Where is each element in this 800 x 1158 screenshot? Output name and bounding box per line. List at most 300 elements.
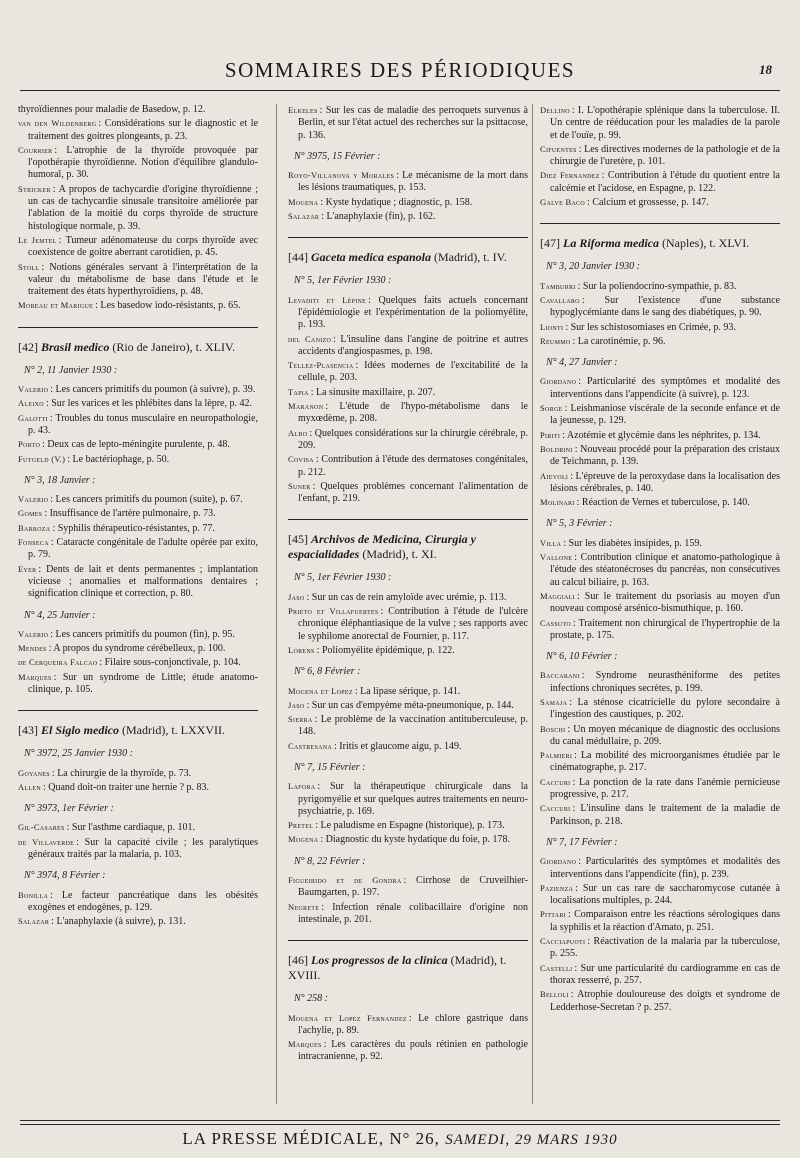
article-title: : L'insuline dans le traitement de la maladie de Parkinson, p. 218. [550, 803, 780, 827]
article-entry [18, 563, 258, 601]
article-entry [18, 412, 258, 438]
article-title: : Sur la capacité civile ; les paralytiques généraux traités par la malaria, p. 103. [28, 836, 258, 861]
article-title: : Cataracte congénitale de l'adulte opérée par exito, p. 79. [28, 537, 258, 561]
article-author: Negrete [288, 901, 320, 912]
journal-place: (Madrid), t. IV. [433, 250, 507, 265]
article-author: Gil-Casares [18, 822, 65, 833]
article-entry [540, 104, 780, 142]
article-title: : Contribution à l'étude de l'ulcère chronique éléphantiasique de la vulve ; ses rapports avec le syphilome anorectal de Fournier, p. 117. [298, 606, 528, 642]
article-title: : Le bactériophage, p. 50. [67, 453, 170, 465]
article-entry [18, 821, 258, 834]
article-entry [288, 294, 528, 332]
page-footer [20, 1120, 780, 1151]
article-title: : Les cancers primitifs du poumon (suite), p. 67. [50, 494, 243, 506]
journal-number: [46] [288, 953, 308, 968]
article-entry [18, 656, 258, 669]
issue-heading: N° 3972, 25 Janvier 1930 : [24, 748, 133, 760]
article-title: : Nouveau procédé pour la préparation des cristaux de Teichmann, p. 139. [550, 443, 780, 468]
article-entry [540, 143, 780, 169]
footer-publication: LA PRESSE MÉDICALE, N° 26, [182, 1129, 440, 1148]
article-entry [540, 375, 780, 401]
article-author: Diez Fernandez [540, 170, 600, 181]
article-entry [18, 836, 258, 862]
article-author: Lafora [288, 781, 316, 792]
issue-heading: N° 5, 1er Février 1930 : [294, 275, 392, 287]
article-author: Levaditi et Lépine [288, 294, 367, 305]
article-author: Pretel [288, 820, 314, 831]
journal-title [288, 532, 528, 562]
article-author: Molinari [540, 497, 575, 508]
article-title: : Sur la poliendocrino-sympathie, p. 83. [577, 280, 737, 292]
article-author: Caccuri [540, 776, 571, 787]
article-author: Tamburri [540, 280, 576, 291]
section-separator [18, 710, 258, 711]
issue-heading: N° 2, 11 Janvier 1930 : [24, 364, 118, 376]
article-title: : Iritis et glaucome aigu, p. 149. [334, 740, 462, 752]
article-author: Goyanes [18, 767, 50, 778]
article-title: : Atrophie douloureuse des doigts et syndrome de Ledderhose-Secretan ? p. 257. [550, 989, 780, 1013]
article-entry [18, 781, 258, 794]
article-author: Mogena [288, 196, 319, 207]
article-title: : Sur un syndrome de Little; étude anatomo-clinique, p. 105. [28, 671, 258, 695]
article-title: : L'épreuve de la peroxydase dans la localisation des lésions cérébrales, p. 140. [550, 470, 780, 494]
article-title: : Réactivation de la malaria par la tuberculose, p. 255. [550, 936, 780, 960]
article-entry [288, 104, 528, 142]
article-entry [540, 908, 780, 934]
section-separator [288, 237, 528, 238]
article-entry [288, 819, 528, 832]
article-author: Villa [540, 537, 562, 548]
article-author: Valerio [18, 628, 49, 639]
article-author: Galve Baco [540, 197, 586, 208]
article-title: : Sur les schistosomiases en Crimée, p. 93. [565, 321, 736, 333]
article-entry [540, 723, 780, 749]
article-title: : Filaire sous-conjonctivale, p. 104. [99, 657, 241, 669]
article-title: : Leishmaniose viscérale de la seconde enfance et de la jeunesse, p. 129. [550, 403, 780, 427]
article-entry [288, 591, 528, 604]
article-title: : Le mécanisme de la mort dans les lésions traumatiques, p. 153. [298, 170, 528, 194]
journal-place: (Madrid), t. LXXVII. [122, 723, 225, 738]
article-author: Maranon [288, 401, 324, 412]
article-entry [288, 740, 528, 753]
journal-name: Archivos de Medicina, Cirurgia y espacialidades [288, 532, 477, 562]
article-title: : Sur les varices et les phlébites dans la lèpre, p. 42. [45, 398, 252, 410]
section-separator [18, 327, 258, 328]
article-title: : La sténose cicatricielle du pylore secondaire à l'ingestion des caustiques, p. 202. [550, 696, 780, 721]
article-entry [18, 536, 258, 562]
article-entry [288, 901, 528, 927]
article-entry [18, 642, 258, 655]
article-author: Giordano [540, 376, 577, 387]
column-3 [540, 104, 780, 1015]
article-title: : Dents de lait et dents permanentes ; implantation vicieuse ; anomalies et malformations dentaires ; signification clinique et correction, p. 80. [28, 563, 258, 600]
article-title: : L'anaphylaxie (à suivre), p. 131. [51, 916, 186, 928]
article-entry [18, 183, 258, 233]
article-entry [540, 537, 780, 550]
article-author: Mendes [18, 643, 47, 654]
journal-title [288, 953, 528, 983]
article-entry [540, 551, 780, 589]
article-title: thyroïdiennes pour maladie de Basedow, p. 12. [18, 104, 206, 115]
article-author: Figueirido et de Gondra [288, 875, 402, 886]
article-entry [540, 669, 780, 695]
article-entry [18, 299, 258, 312]
issue-heading: N° 8, 22 Février : [294, 855, 366, 867]
article-author: Sorge [540, 403, 563, 414]
issue-heading: N° 3974, 8 Février : [24, 870, 106, 882]
article-title: : L'insuline dans l'angine de poitrine et autres accidents d'angiospasmes, p. 198. [298, 333, 528, 357]
issue-heading: N° 7, 15 Février : [294, 761, 366, 773]
article-entry [288, 359, 528, 385]
article-author: van den Wildenberg [18, 118, 97, 129]
article-author: de Villaverde [18, 836, 75, 847]
article-author: Baccarani [540, 670, 580, 681]
journal-name: Los progressos de la clinica [311, 953, 448, 968]
column-2 [288, 104, 528, 1065]
article-author: Giordano [540, 856, 577, 867]
footer-date: SAMEDI, 29 MARS 1930 [445, 1132, 618, 1148]
article-entry [540, 988, 780, 1014]
article-entry [540, 294, 780, 320]
issue-heading: N° 3, 20 Janvier 1930 : [546, 261, 640, 273]
article-author: Salazar [18, 916, 50, 927]
article-title: : Syndrome neurasthéniforme des petites infections chroniques secrètes, p. 199. [550, 670, 780, 694]
article-author: Mogena et Lopez [288, 685, 353, 696]
article-title: : Deux cas de lepto-méningite purulente, p. 48. [42, 439, 230, 451]
page-number: 18 [759, 62, 772, 77]
article-entry [540, 590, 780, 616]
columns-container [18, 104, 782, 1114]
article-author: Galotti [18, 412, 48, 423]
article-entry [18, 144, 258, 182]
article-title: : Contribution à l'étude du quotient entre la calcémie et l'acidose, en Espagne, p. 122. [550, 170, 780, 194]
article-author: Samaja [540, 696, 568, 707]
article-author: Lionti [540, 321, 564, 332]
article-author: Gomes [18, 508, 43, 519]
article-author: Tapia [288, 386, 309, 397]
article-entry [540, 429, 780, 442]
article-author: Mogena et Lopez Fernandez [288, 1012, 407, 1023]
article-entry [540, 802, 780, 828]
article-entry [18, 117, 258, 143]
article-title: : La chirurgie de la thyroïde, p. 73. [51, 767, 192, 779]
article-title: : Insuffisance de l'artère pulmonaire, p. 73. [44, 508, 216, 520]
article-author: Maggiali [540, 590, 575, 601]
section-separator [288, 940, 528, 941]
article-entry [288, 713, 528, 739]
article-author: Pittari [540, 909, 567, 920]
article-title: : Le chlore gastrique dans l'achylie, p. 89. [298, 1012, 528, 1036]
article-entry [540, 496, 780, 509]
article-title: : Sur l'asthme cardiaque, p. 101. [66, 822, 196, 834]
article-title: : Le paludisme en Espagne (historique), p. 173. [315, 820, 505, 832]
article-title: : Sur le traitement du psoriasis au moyen d'un nouveau composé arsénico-bismuthique, p. 160. [550, 590, 780, 615]
article-entry [288, 605, 528, 643]
article-author: Marques [288, 1039, 322, 1050]
journal-name: La Riforma medica [563, 236, 659, 251]
article-title: : Particularité des symptômes et modalité des interventions dans l'appendicite (à suivre), p. 123. [550, 376, 780, 400]
article-title: : La mobilité des microorganismes étudiée par le cinématographe, p. 217. [550, 750, 780, 774]
article-title: : Sur un cas rare de saccharomycose cutanée à localisations multiples, p. 244. [550, 882, 780, 907]
article-entry [288, 480, 528, 506]
article-title: : Sur un cas de rein amyloïde avec urémie, p. 113. [306, 591, 507, 603]
article-title: : Particularités des symptômes et modalités des interventions dans l'appendicite (fin), p. 239. [550, 856, 780, 880]
article-title: : Contribution à l'étude des dermatoses congénitales, p. 212. [298, 454, 528, 478]
article-author: Cassuto [540, 617, 571, 628]
article-title: : Quelques faits actuels concernant l'épidémiologie et l'expérimentation de la poliomyélite, p. 193. [298, 294, 529, 331]
article-entry [540, 749, 780, 775]
article-entry [288, 833, 528, 846]
article-author: Prieto et Villafuertes [288, 606, 379, 617]
journal-title [18, 340, 258, 355]
article-title: : L'atrophie de la thyroïde provoquée par l'opothérapie thyroïdienne. Notion d'équilibre glandulo-humoral, p. 30. [28, 144, 258, 181]
article-entry [540, 402, 780, 428]
article-author: Cifuentes [540, 143, 577, 154]
article-entry [540, 443, 780, 469]
article-title: : Sur l'existence d'une substance hypoglycémiante dans le sang des diabétiques, p. 90. [550, 294, 780, 319]
article-author: Aievoli [540, 470, 569, 481]
article-author: Futgeld (V.) [18, 453, 66, 464]
column-1 [18, 104, 258, 930]
issue-heading: N° 5, 1er Février 1930 : [294, 572, 392, 584]
article-entry [540, 617, 780, 643]
journal-place: (Madrid), t. XVIII. [288, 953, 507, 983]
article-author: del Canizo [288, 333, 332, 344]
article-entry [540, 321, 780, 334]
article-author: Caccuri [540, 803, 571, 814]
article-author: Bonilla [18, 889, 49, 900]
article-entry [288, 699, 528, 712]
page-header [20, 50, 780, 91]
article-author: Moreau et Marigue [18, 300, 94, 311]
article-entry [540, 882, 780, 908]
article-entry [540, 696, 780, 722]
article-title: : Azotémie et glycémie dans les néphrites, p. 134. [562, 429, 761, 441]
article-entry [540, 776, 780, 802]
article-entry [288, 453, 528, 479]
article-author: Lorens [288, 644, 315, 655]
article-title: : Sur les cas de maladie des perroquets survenus à Berlin, et sur l'état actuel des recherches sur la psittacose, p. 136. [298, 105, 528, 141]
journal-place: (Madrid), t. XI. [362, 547, 437, 562]
article-author: Valerio [18, 494, 49, 505]
article-author: Belloli [540, 989, 569, 1000]
section-separator [540, 223, 780, 224]
article-title: : Le problème de la vaccination antituberculeuse, p. 148. [298, 714, 528, 738]
article-entry [540, 962, 780, 988]
journal-name: El Siglo medico [41, 723, 119, 738]
column-divider [532, 104, 533, 1104]
article-author: Valerio [18, 384, 49, 395]
article-entry [288, 333, 528, 359]
article-entry [18, 453, 258, 466]
article-title: : Réaction de Vernes et tuberculose, p. 140. [576, 497, 750, 509]
article-author: de Cerqueira Falcao [18, 657, 98, 668]
article-title: : A propos du syndrome cérébelleux, p. 100. [48, 643, 226, 655]
issue-heading: N° 6, 8 Février : [294, 666, 361, 678]
article-entry [18, 493, 258, 506]
article-author: Reummo [540, 335, 571, 346]
article-title: : Cirrhose de Cruveilhier-Baumgarten, p. 197. [298, 875, 528, 899]
article-title: : Sur la thérapeutique chirurgicale dans la pyrigomyélie et sur quelques autres traitements en neuro-psychiatrie, p. 169. [298, 781, 528, 817]
article-entry [18, 261, 258, 299]
article-author: Porto [18, 439, 41, 450]
article-entry [18, 507, 258, 520]
article-entry [288, 400, 528, 426]
article-entry [540, 280, 780, 293]
article-title: : Quand doit-on traiter une hernie ? p. 83. [42, 781, 210, 793]
article-author: Albo [288, 427, 308, 438]
article-author: Cavallaro [540, 294, 580, 305]
journal-number: [42] [18, 339, 38, 354]
article-title: : Les caractères du pouls rétinien en pathologie intracranienne, p. 92. [298, 1039, 528, 1063]
article-author: Eyer [18, 563, 37, 574]
article-title: : I. L'opothérapie splénique dans la tuberculose. II. Un centre de rééducation pour les maladies de la parole et de l'ouïe, p. 99. [550, 105, 780, 141]
issue-heading: N° 3973, 1er Février : [24, 803, 114, 815]
article-author: Stoll [18, 261, 40, 272]
article-author: Elkeles [288, 105, 318, 115]
article-entry [288, 210, 528, 223]
article-author: Dellino [540, 105, 570, 115]
footer-line [20, 1129, 780, 1149]
journal-number: [44] [288, 250, 308, 265]
article-entry [18, 671, 258, 697]
article-entry [288, 386, 528, 399]
article-author: Piriti [540, 429, 561, 440]
article-entry [540, 196, 780, 209]
article-title: : Syphilis thérapeutico-résistantes, p. 77. [52, 522, 215, 534]
article-title: : La ponction de la rate dans l'anémie pernicieuse progressive, p. 217. [550, 776, 780, 801]
section-separator [288, 519, 528, 520]
article-title: : Les basedow iodo-résistants, p. 65. [95, 300, 241, 312]
article-author: Sierra [288, 714, 313, 725]
article-author: Jaso [288, 591, 305, 602]
page-title: SOMMAIRES DES PÉRIODIQUES [224, 58, 576, 82]
article-title: : Kyste hydatique ; diagnostic, p. 158. [320, 196, 473, 208]
issue-heading: N° 3975, 15 Février : [294, 150, 381, 162]
article-title: : Idées modernes de l'excitabilité de la cellule, p. 203. [298, 360, 528, 384]
article-entry [540, 935, 780, 961]
article-author: Covisa [288, 454, 314, 465]
article-title: : Diagnostic du kyste hydatique du foie, p. 178. [320, 834, 511, 846]
article-entry [18, 397, 258, 410]
article-entry [540, 335, 780, 348]
journal-title [540, 236, 780, 251]
article-entry [288, 1012, 528, 1038]
article-title: : Sur les diabètes insipides, p. 159. [563, 537, 702, 549]
article-author: Pazienza [540, 882, 574, 893]
article-title: : Les cancers primitifs du poumon (fin), p. 95. [50, 628, 235, 640]
journal-number: [45] [288, 532, 308, 547]
article-title: : Contribution clinique et anatomo-pathologique à l'étude des stéatonécroses du pancréas, non consécutives au calcul biliaire, p. 163. [550, 552, 780, 588]
article-title: : La sinusite maxillaire, p. 207. [310, 386, 436, 398]
article-author: Mogena [288, 834, 319, 845]
issue-heading: N° 5, 3 Février : [546, 518, 613, 530]
article-entry [18, 767, 258, 780]
article-author: Tellez-Plasencia [288, 360, 354, 371]
journal-name: Gaceta medica espanola [311, 250, 431, 265]
article-entry [18, 628, 258, 641]
article-title: : La carotinémie, p. 96. [572, 335, 666, 347]
article-entry [18, 383, 258, 396]
article-title: : La lipase sérique, p. 141. [354, 685, 461, 697]
article-entry [288, 874, 528, 900]
article-author: Courrier [18, 144, 53, 155]
journal-place: (Naples), t. XLVI. [662, 236, 750, 251]
article-title: : A propos de tachycardie d'origine thyroïdienne ; un cas de tachycardie sinusale transitoire améliorée par l'ablation de la moitié du corps thyroïde de structure histologique normale, p. 39. [28, 183, 258, 232]
journal-name: Brasil medico [41, 339, 110, 354]
article-entry [18, 438, 258, 451]
article-title: : Quelques considérations sur la chirurgie cérébrale, p. 209. [298, 427, 528, 451]
article-author: Marques [18, 671, 52, 682]
issue-heading: N° 4, 25 Janvier : [24, 609, 96, 621]
article-title: : Considérations sur le diagnostic et le traitement des goitres plongeants, p. 23. [28, 118, 259, 142]
article-author: Fonseca [18, 537, 49, 548]
article-title: : Les directives modernes de la pathologie et de la chirurgie de l'uretère, p. 101. [550, 143, 780, 168]
article-entry [288, 644, 528, 657]
article-title: : Traitement non chirurgical de l'hypertrophie de la prostate, p. 175. [550, 617, 780, 641]
article-author: Salazar [288, 211, 320, 222]
article-title: : Notions générales servant à l'interprétation de la valeur du métabolisme de base dans l'étude et le traitement des états hyperthyroïdiens, p. 48. [28, 261, 258, 298]
article-entry [288, 169, 528, 195]
article-title: : Troubles du tonus musculaire en neuropathologie, p. 43. [28, 412, 258, 436]
article-entry [288, 1038, 528, 1064]
article-entry [288, 427, 528, 453]
issue-heading: N° 7, 17 Février : [546, 836, 618, 848]
article-title: : Sur un cas d'empyème méta-pneumonique, p. 144. [306, 699, 514, 711]
article-title: : Tumeur adénomateuse du corps thyroïde avec coexistence de goitre aberrant carotidien, p. 45. [28, 234, 258, 259]
issue-heading: N° 258 : [294, 993, 328, 1005]
article-author: Stricker [18, 183, 51, 194]
issue-heading: N° 3, 18 Janvier : [24, 474, 96, 486]
article-title: : Calcium et grossesse, p. 147. [587, 197, 709, 209]
journal-title [18, 723, 258, 738]
article-author: Royo-Villanova y Morales [288, 170, 395, 181]
article-title: : Un moyen mécanique de diagnostic des occlusions du canal médullaire, p. 209. [550, 723, 780, 747]
article-author: Cacciapuoti [540, 936, 586, 947]
article-title: : L'anaphylaxie (fin), p. 162. [321, 211, 436, 223]
article-author: Jaso [288, 699, 305, 710]
article-entry [18, 522, 258, 535]
article-title: : Infection rénale colibacillaire d'origine non intestinale, p. 201. [298, 901, 528, 925]
article-entry [288, 685, 528, 698]
article-entry [18, 104, 258, 116]
journal-number: [47] [540, 236, 560, 251]
article-entry [288, 780, 528, 818]
article-author: Castelli [540, 962, 573, 973]
article-entry [540, 470, 780, 496]
article-author: Vallone [540, 552, 573, 563]
article-author: Boldrini [540, 443, 573, 454]
article-author: Palmieri [540, 750, 573, 761]
article-title: : Poliomyélite épidémique, p. 122. [316, 644, 455, 656]
article-author: Suner [288, 480, 311, 491]
article-entry [18, 915, 258, 928]
article-entry [540, 855, 780, 881]
article-title: : Comparaison entre les réactions sérologiques dans la syphilis et la réaction d'Amato, p. 251. [550, 909, 780, 933]
article-entry [288, 196, 528, 209]
column-divider [276, 104, 277, 1104]
article-author: Boschi [540, 723, 566, 734]
article-entry [540, 169, 780, 195]
article-entry [18, 234, 258, 260]
issue-heading: N° 6, 10 Février : [546, 651, 618, 663]
article-title: : Sur une particularité du cardiogramme en cas de thorax resserré, p. 257. [550, 962, 780, 986]
journal-title [288, 250, 528, 265]
article-author: Aleixo [18, 398, 44, 409]
article-title: : Quelques problèmes concernant l'alimentation de l'enfant, p. 219. [298, 480, 528, 505]
article-title: : Les cancers primitifs du poumon (à suivre), p. 39. [50, 384, 256, 396]
journal-number: [43] [18, 723, 38, 738]
